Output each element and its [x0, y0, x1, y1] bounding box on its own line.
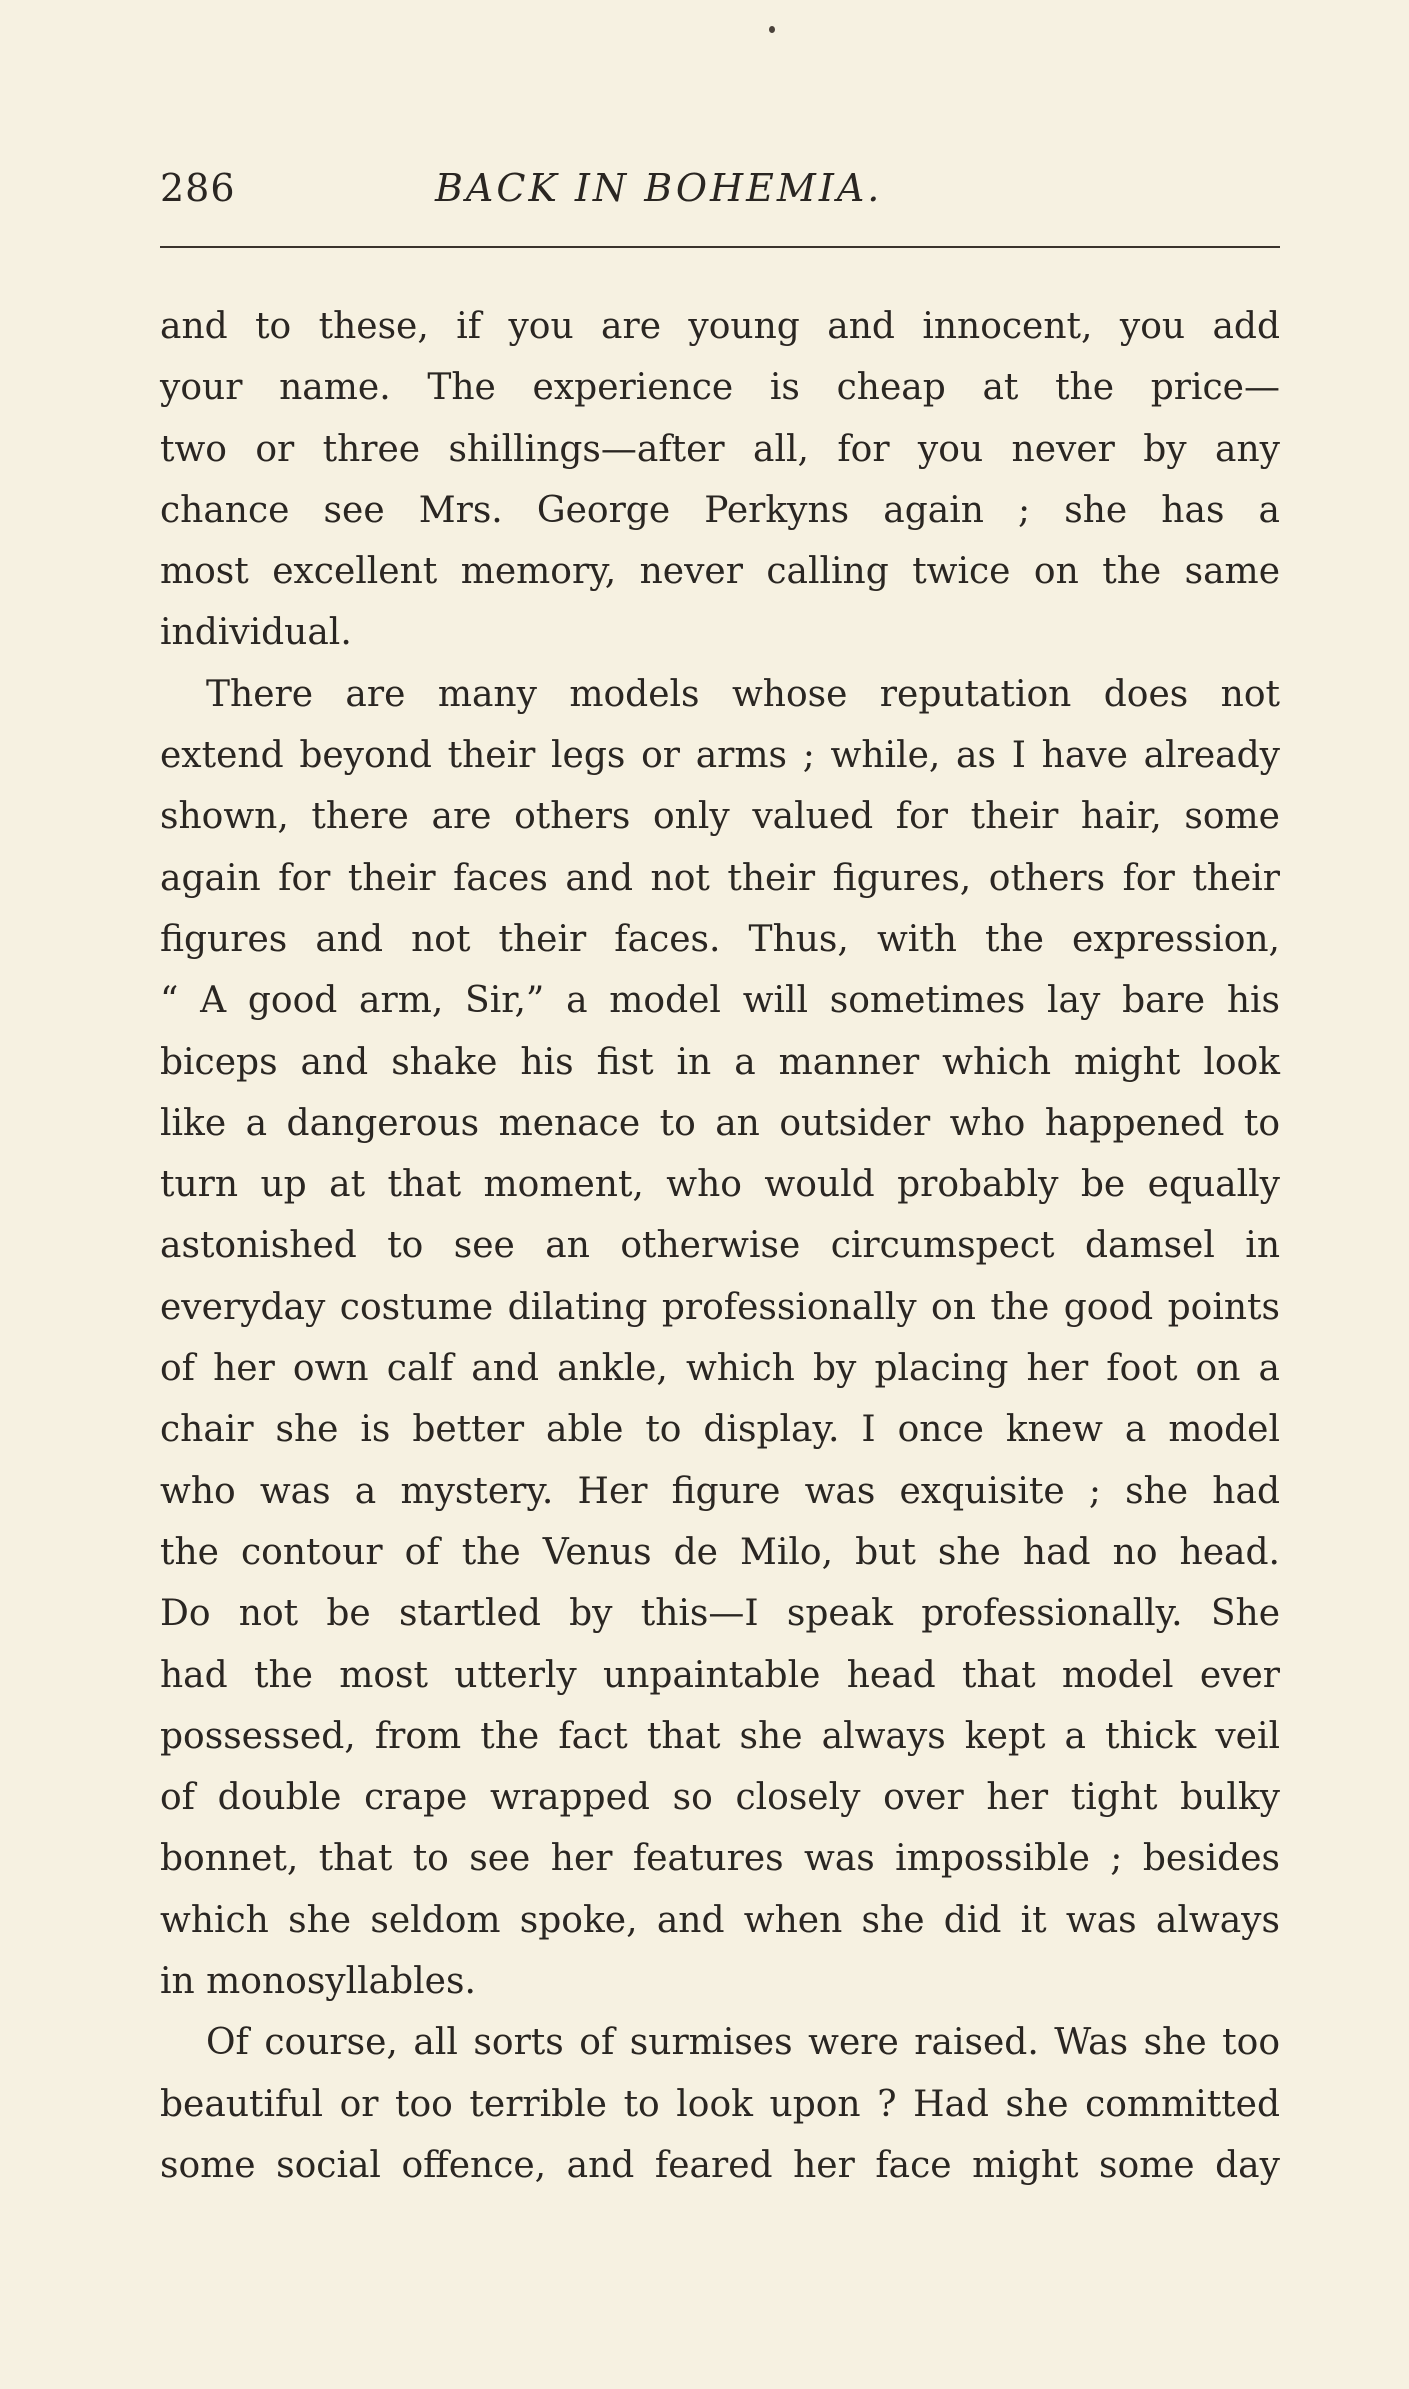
text-line: of double crape wrapped so closely over her tight bulky [160, 1777, 1280, 1819]
text-line: individual. [160, 612, 352, 654]
text-line: and to these, if you are young and innocent, you add [160, 306, 1280, 347]
paragraph [160, 296, 1280, 664]
text-line: some social offence, and feared her face might some day [160, 2144, 1280, 2186]
text-line: figures and not their faces. Thus, with the expression, [160, 918, 1280, 960]
header-rule [160, 246, 1280, 248]
paragraph [160, 664, 1280, 2013]
text-line: There are many models whose reputation does not [206, 673, 1280, 715]
text-line: possessed, from the fact that she always kept a thick veil [160, 1715, 1280, 1757]
text-line: in monosyllables. [160, 1961, 476, 2003]
ink-speck [769, 26, 775, 33]
page-header [160, 160, 1280, 220]
text-line: bonnet, that to see her features was impossible ; besides [160, 1838, 1280, 1880]
text-line: again for their faces and not their figures, others for their [160, 857, 1280, 899]
paragraph [160, 2012, 1280, 2196]
text-line: beautiful or too terrible to look upon ? Had she committed [160, 2083, 1280, 2125]
text-line: chance see Mrs. George Perkyns again ; she has a [160, 489, 1280, 531]
text-line: who was a mystery. Her figure was exquisite ; she had [160, 1470, 1280, 1512]
text-line: everyday costume dilating professionally on the good points [160, 1286, 1280, 1328]
running-title: BACK IN BOHEMIA. [435, 166, 883, 210]
text-line: Do not be startled by this—I speak professionally. She [160, 1593, 1280, 1635]
text-line: chair she is better able to display. I once knew a model [160, 1409, 1280, 1451]
text-line: “ A good arm, Sir,” a model will sometimes lay bare his [160, 980, 1280, 1022]
text-line: the contour of the Venus de Milo, but she had no head. [160, 1531, 1280, 1573]
text-line: extend beyond their legs or arms ; while, as I have already [160, 735, 1280, 777]
body-text [160, 296, 1280, 2196]
text-line: your name. The experience is cheap at the price— [160, 367, 1280, 409]
text-line: two or three shillings—after all, for you never by any [160, 428, 1280, 470]
text-line: biceps and shake his fist in a manner which might look [160, 1041, 1280, 1083]
text-line: most excellent memory, never calling twice on the same [160, 551, 1280, 593]
text-line: turn up at that moment, who would probably be equally [160, 1164, 1280, 1206]
page-number: 286 [160, 166, 236, 210]
text-line: shown, there are others only valued for their hair, some [160, 796, 1280, 838]
text-line: astonished to see an otherwise circumspect damsel in [160, 1225, 1280, 1267]
text-line: of her own calf and ankle, which by placing her foot on a [160, 1348, 1280, 1390]
text-line: had the most utterly unpaintable head that model ever [160, 1654, 1280, 1696]
text-line: Of course, all sorts of surmises were raised. Was she too [206, 2022, 1280, 2064]
text-line: like a dangerous menace to an outsider who happened to [160, 1102, 1280, 1144]
text-line: which she seldom spoke, and when she did it was always [160, 1899, 1280, 1941]
